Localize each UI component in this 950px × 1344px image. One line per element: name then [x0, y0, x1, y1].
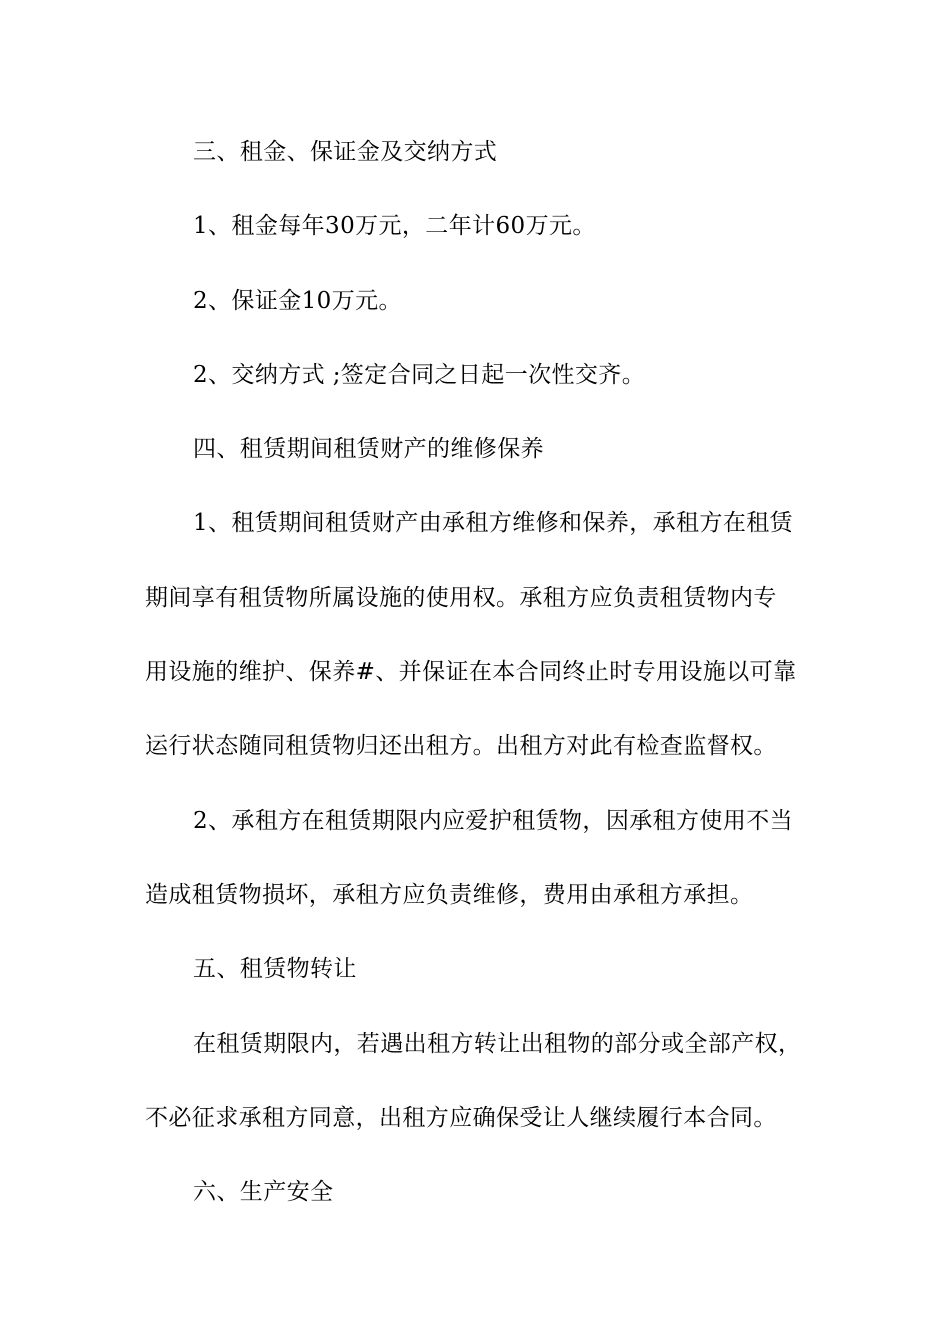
section-heading-transfer: 五、租赁物转让: [193, 956, 357, 983]
section-heading-maintenance: 四、租赁期间租赁财产的维修保养: [193, 436, 544, 463]
paragraph-deposit: 2、保证金10万元。: [193, 287, 402, 314]
paragraph-care-line-1: 2、承租方在租赁期限内应爱护租赁物，因承租方使用不当: [193, 807, 794, 834]
paragraph-maintenance-line-3: 用设施的维护、保养#、并保证在本合同终止时专用设施以可靠: [145, 659, 797, 686]
paragraph-maintenance-line-2: 期间享有租赁物所属设施的使用权。承租方应负责租赁物内专: [145, 584, 777, 611]
paragraph-rent-amount: 1、租金每年30万元，二年计60万元。: [193, 213, 596, 240]
paragraph-maintenance-line-1: 1、租赁期间租赁财产由承租方维修和保养，承租方在租赁: [193, 510, 794, 537]
document-body: [145, 130, 810, 1244]
section-heading-safety: 六、生产安全: [193, 1179, 334, 1206]
paragraph-transfer-line-2: 不必征求承租方同意，出租方应确保受让人继续履行本合同。: [145, 1104, 777, 1131]
paragraph-care-line-2: 造成租赁物损坏，承租方应负责维修，费用由承租方承担。: [145, 881, 754, 908]
section-heading-rent: 三、租金、保证金及交纳方式: [193, 139, 498, 165]
paragraph-payment-method: 2、交纳方式 ;签定合同之日起一次性交齐。: [193, 361, 646, 388]
paragraph-maintenance-line-4: 运行状态随同租赁物归还出租方。出租方对此有检查监督权。: [145, 733, 777, 760]
paragraph-transfer-line-1: 在租赁期限内，若遇出租方转让出租物的部分或全部产权，: [193, 1030, 802, 1057]
